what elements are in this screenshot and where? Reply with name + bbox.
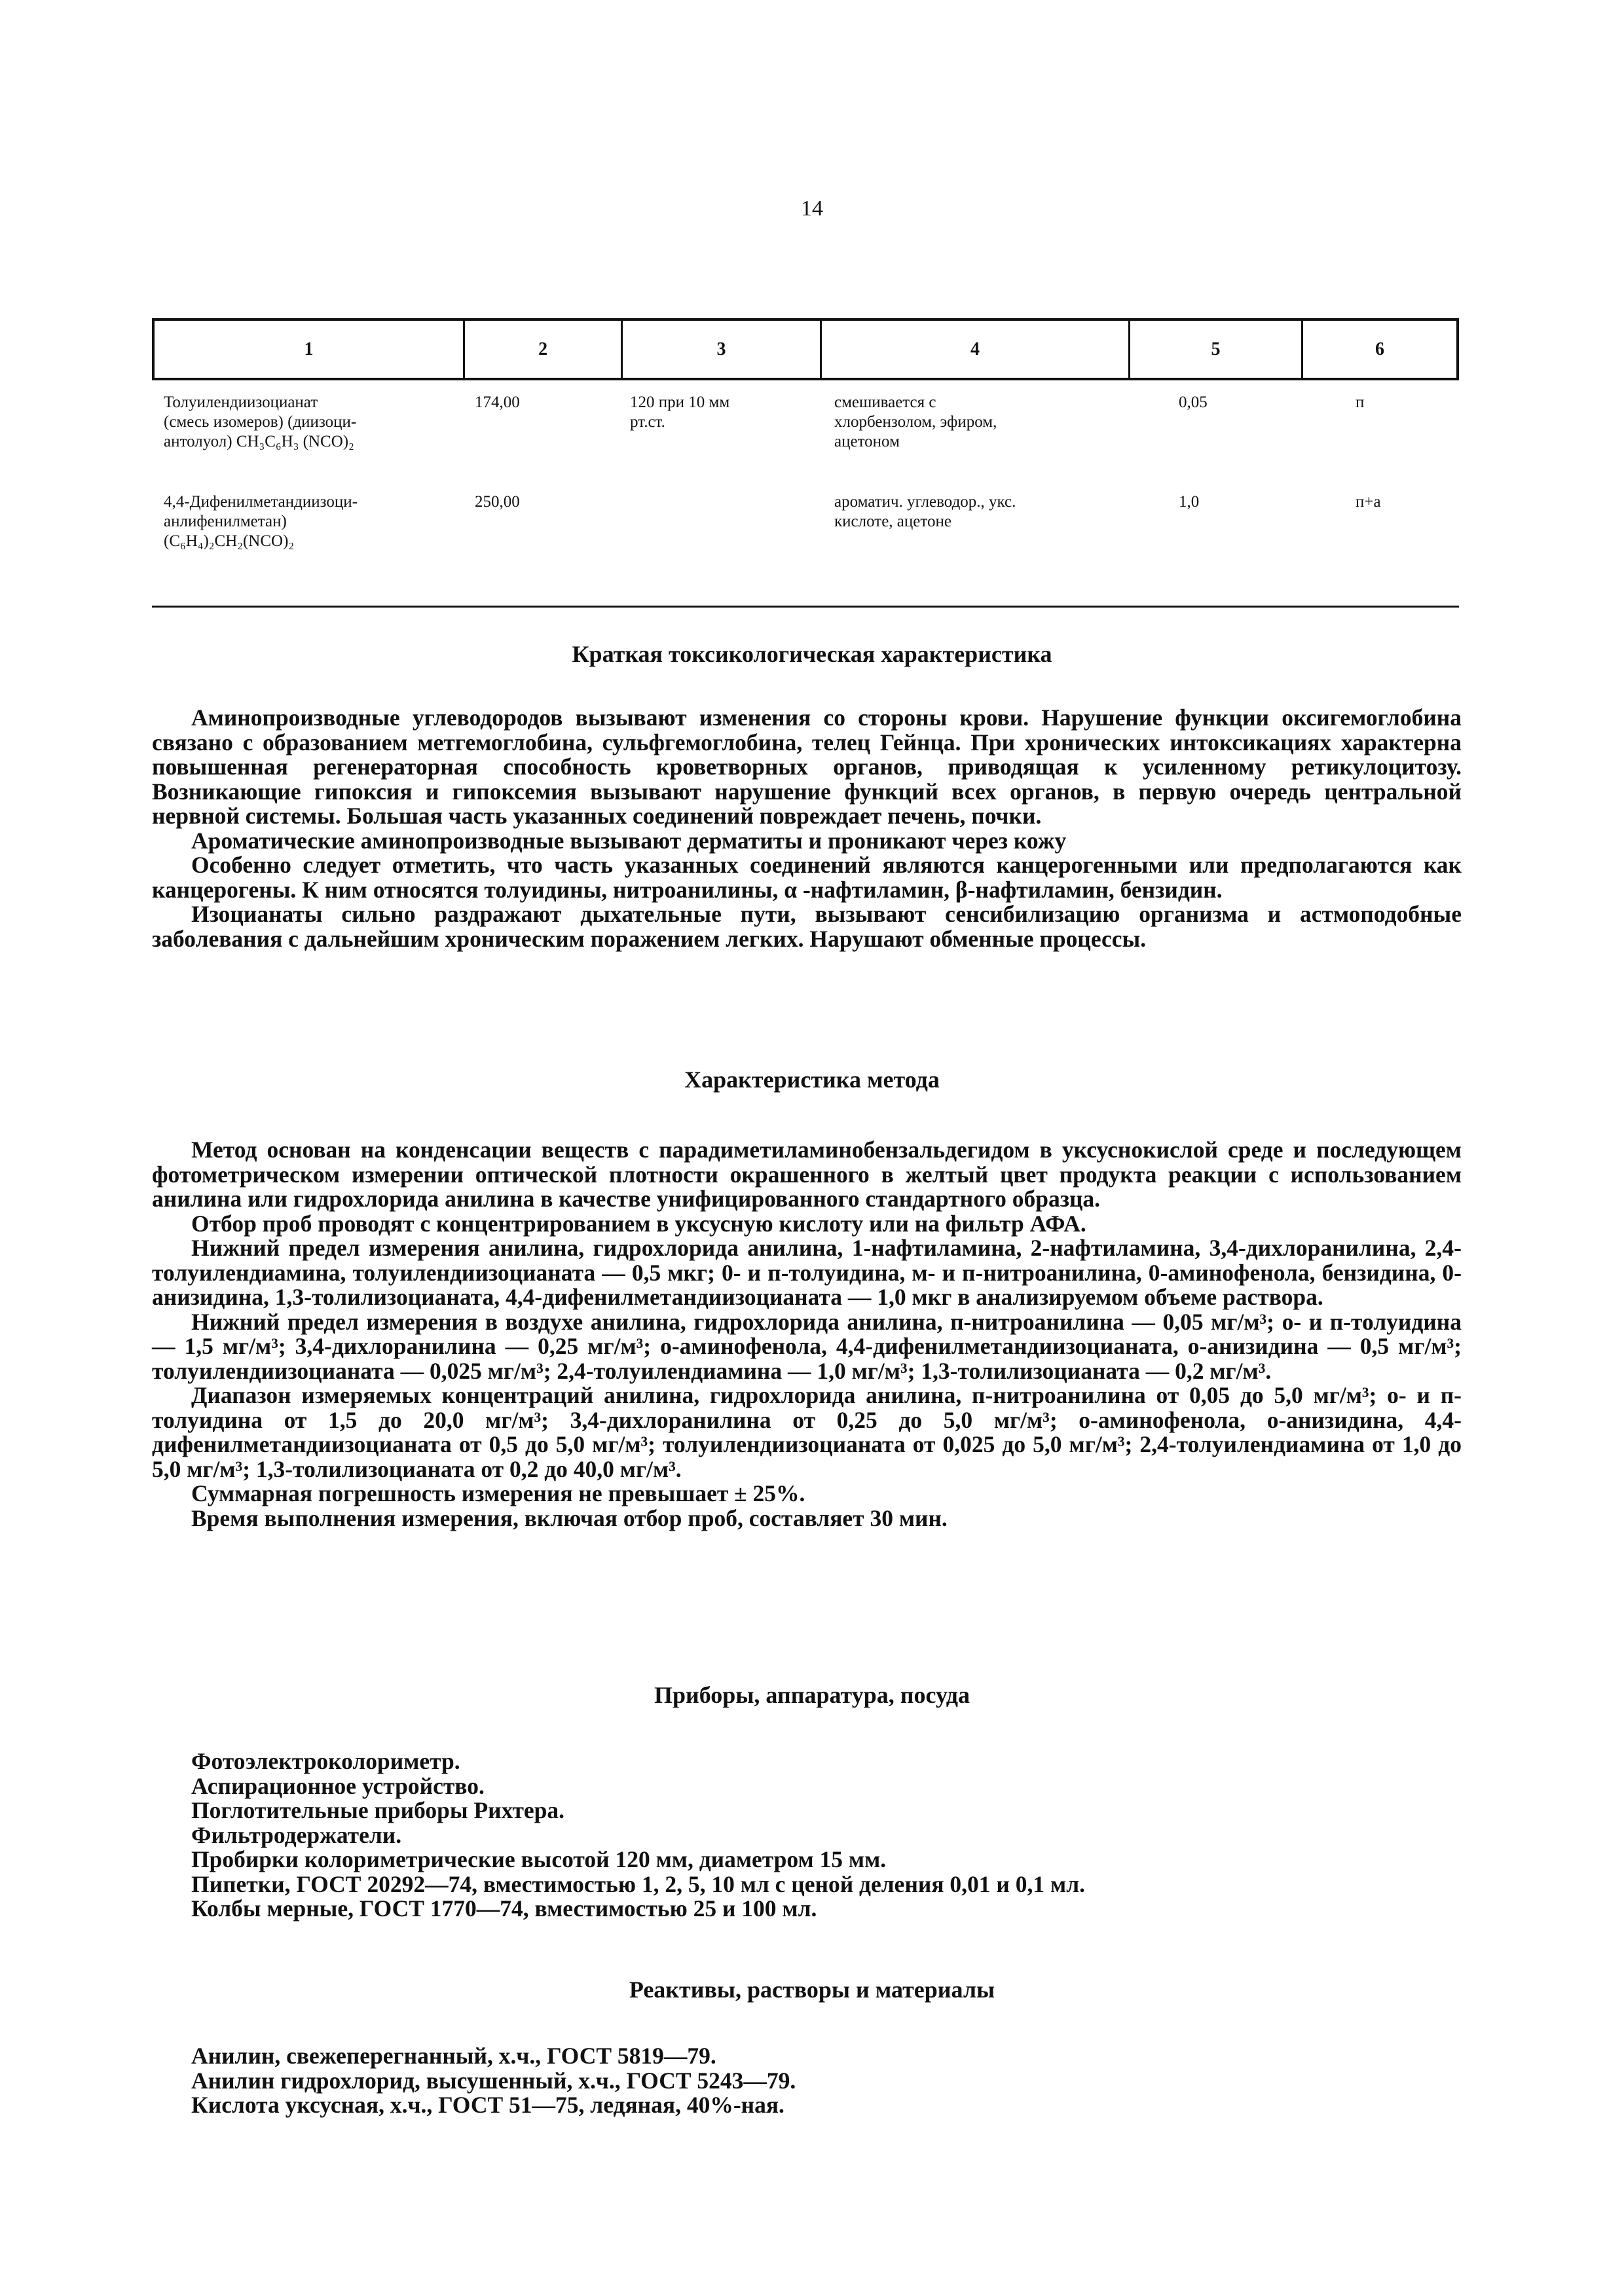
list-item: Фильтродержатели. <box>191 1821 402 1848</box>
paragraph: Время выполнения измерения, включая отбор проб, составляет 30 мин. <box>191 1504 948 1531</box>
cell-state: п <box>1356 393 1365 411</box>
list-item: Поглотительные приборы Рихтера. <box>191 1797 565 1823</box>
toxicology-text <box>152 706 1462 951</box>
header-col-4: 4 <box>822 321 1130 378</box>
list-item: Пипетки, ГОСТ 20292—74, вместимостью 1, 2, 5, 10 мл с ценой деления 0,01 и 0,1 мл. <box>191 1870 1085 1897</box>
header-col-2: 2 <box>465 321 623 378</box>
list-item: Анилин, свежеперегнанный, х.ч., ГОСТ 5819—79. <box>191 2043 716 2069</box>
cell-substance: 4,4-Дифенилметандиизоци- анлифенилметан) (C₆H₄)₂CH₂(NCO)₂ <box>164 493 358 550</box>
reagents-list <box>191 2044 1435 2118</box>
paragraph: Аминопроизводные углеводородов вызывают изменения со стороны крови. Нарушение функции оксигемоглобина связано с образованием метгемоглобина, сульфгемоглобина, телец Гейнца. При хронических интоксикациях характерна повышенная регенераторная способность кроветворных органов, приводящая к усиленному ретикулоцитозу. Возникающие гипоксия и гипоксемия вызывают нарушение функций всех органов, в первую очередь центральной нервной системы. Большая часть указанных соединений повреждает печень, почки. <box>152 704 1462 829</box>
list-item: Кислота уксусная, х.ч., ГОСТ 51—75, ледяная, 40%-ная. <box>191 2092 784 2118</box>
section-title-toxicology: Краткая токсикологическая характеристика <box>572 641 1052 667</box>
cell-molar-mass: 250,00 <box>475 493 520 511</box>
list-item: Анилин гидрохлорид, высушенный, х.ч., ГОСТ 5243—79. <box>191 2067 796 2094</box>
paragraph: Нижний предел измерения анилина, гидрохлорида анилина, 1-нафтиламина, 2-нафтиламина, 3,4-дихлоранилина, 2,4-толуилендиамина, толуилендиизоцианата — 0,5 мкг; 0- и п-толуидина, м- и п-нитроанилина, 0-аминофенола, бензидина, 0-анизидина, 1,3-толилизоцианата, 4,4-дифенилметандиизоцианата — 1,0 мкг в анализируемом объеме раствора. <box>152 1235 1462 1310</box>
cell-solubility: ароматич. углеводор., укс. кислоте, ацетоне <box>834 493 1016 530</box>
cell-pdk: 1,0 <box>1179 493 1200 511</box>
list-item: Колбы мерные, ГОСТ 1770—74, вместимостью 25 и 100 мл. <box>191 1895 817 1922</box>
cell-state: п+а <box>1356 493 1381 511</box>
section-title-reagents: Реактивы, растворы и материалы <box>629 1977 995 2003</box>
header-col-1: 1 <box>155 321 465 378</box>
paragraph: Диапазон измеряемых концентраций анилина, гидрохлорида анилина, п-нитроанилина от 0,05 до 5,0 мг/м³; о- и п-толуидина от 1,5 до 20,0 мг/м³; 3,4-дихлоранилина от 0,25 до 5,0 мг/м³; о-аминофенола, о-анизидина, 4,4-дифенилметандиизоцианата от 0,5 до 5,0 мг/м³; толуилендиизоцианата от 0,025 до 5,0 мг/м³; 2,4-толуилендиамина от 1,0 до 5,0 мг/м³; 1,3-толилизоцианата от 0,2 до 40,0 мг/м³. <box>152 1382 1462 1482</box>
cell-solubility: смешивается с хлорбензолом, эфиром, ацетоном <box>834 393 997 450</box>
page-number: 14 <box>801 196 823 221</box>
paragraph: Особенно следует отметить, что часть указанных соединений являются канцерогенными или предполагаются как канцерогены. К ним относятся толуидины, нитроанилины, α -нафтиламин, β-нафтиламин, бензидин. <box>152 852 1462 903</box>
paragraph: Нижний предел измерения в воздухе анилина, гидрохлорида анилина, п-нитроанилина — 0,05 мг/м³; о- и п-толуидина — 1,5 мг/м³; 3,4-дихлоранилина — 0,25 мг/м³; о-аминофенола, 4,4-дифенилметандиизоцианата, о-анизидина — 0,5 мг/м³; толуилендиизоцианата — 0,025 мг/м³; 2,4-толуилендиамина — 1,0 мг/м³; 1,3-толилизоцианата — 0,2 мг/м³. <box>152 1308 1462 1384</box>
header-col-6: 6 <box>1375 338 1384 359</box>
section-title-instruments: Приборы, аппаратура, посуда <box>654 1682 970 1708</box>
cell-substance: Толуилендиизоцианат (смесь изомеров) (диизоци- антолуол) CH₃C₆H₃ (NCO)₂ <box>164 393 357 450</box>
instruments-list <box>191 1749 1435 1922</box>
paragraph: Суммарная погрешность измерения не превышает ± 25%. <box>191 1480 805 1506</box>
section-title-method: Характеристика метода <box>684 1066 940 1093</box>
header-col-3: 3 <box>623 321 822 378</box>
list-item: Пробирки колориметрические высотой 120 мм, диаметром 15 мм. <box>191 1846 887 1872</box>
cell-pdk: 0,05 <box>1179 393 1208 411</box>
list-item: Аспирационное устройство. <box>191 1772 485 1799</box>
paragraph: Отбор проб проводят с концентрированием в уксусную кислоту или на фильтр АФА. <box>191 1210 1086 1237</box>
cell-molar-mass: 174,00 <box>475 393 520 411</box>
table-bottom-rule <box>152 606 1459 608</box>
method-text <box>152 1138 1462 1531</box>
table-header <box>152 318 1459 380</box>
cell-boiling: 120 при 10 мм рт.ст. <box>630 393 730 431</box>
paragraph: Метод основан на конденсации веществ с парадиметиламинобензальдегидом в уксуснокислой среде и последующем фотометрическом измерении оптической плотности окрашенного в желтый цвет продукта реакции с использованием анилина или гидрохлорида анилина в качестве унифицированного стандартного образца. <box>152 1137 1462 1212</box>
paragraph: Изоцианаты сильно раздражают дыхательные пути, вызывают сенсибилизацию организма и астмоподобные заболевания с дальнейшим хроническим поражением легких. Нарушают обменные процессы. <box>152 901 1462 952</box>
header-col-5: 5 <box>1130 321 1303 378</box>
paragraph: Ароматические аминопроизводные вызывают дерматиты и проникают через кожу <box>191 827 1067 854</box>
list-item: Фотоэлектроколориметр. <box>191 1748 460 1774</box>
